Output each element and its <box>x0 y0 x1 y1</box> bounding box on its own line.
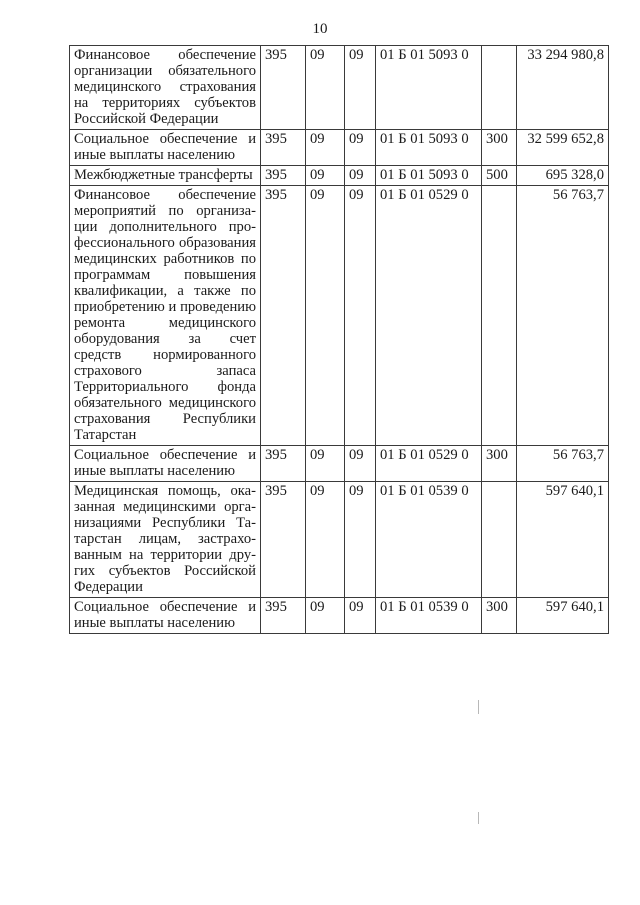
row-section: 09 <box>306 166 345 186</box>
row-expense-type: 300 <box>482 446 517 482</box>
row-target-code: 01 Б 01 5093 0 <box>376 166 482 186</box>
row-name: Социальное обеспечение и иные выплаты населению <box>70 130 261 166</box>
row-subsection: 09 <box>345 482 376 598</box>
scan-speck <box>478 700 479 714</box>
row-subsection: 09 <box>345 166 376 186</box>
table-body <box>70 46 609 634</box>
row-expense-type <box>482 482 517 598</box>
row-subsection: 09 <box>345 130 376 166</box>
row-name: Межбюджетные трансферты <box>70 166 261 186</box>
row-code: 395 <box>261 598 306 634</box>
row-target-code: 01 Б 01 0529 0 <box>376 186 482 446</box>
row-code: 395 <box>261 446 306 482</box>
row-target-code: 01 Б 01 0539 0 <box>376 598 482 634</box>
row-subsection: 09 <box>345 46 376 130</box>
row-name: Финансовое обеспечение мероприятий по организации дополнительного профессионального образования медицинских работников по программам повышения квалификации, а также по приобретению и проведению ремонта медицинского оборудования за счет средств нормированного страхового запаса Территориального фонда обязательного медицинского страхования Республики Татарстан <box>70 186 261 446</box>
row-target-code: 01 Б 01 5093 0 <box>376 130 482 166</box>
row-target-code: 01 Б 01 0539 0 <box>376 482 482 598</box>
row-name: Медицинская помощь, оказанная медицинскими организациями Республики Татарстан лицам, застрахованным на территории других субъектов Российской Федерации <box>70 482 261 598</box>
table-row <box>70 482 609 598</box>
table-row <box>70 186 609 446</box>
page-number: 10 <box>312 21 328 37</box>
table-row <box>70 598 609 634</box>
table-row <box>70 446 609 482</box>
row-target-code: 01 Б 01 0529 0 <box>376 446 482 482</box>
row-amount: 56 763,7 <box>517 186 609 446</box>
row-section: 09 <box>306 130 345 166</box>
row-code: 395 <box>261 186 306 446</box>
row-expense-type: 300 <box>482 130 517 166</box>
row-subsection: 09 <box>345 446 376 482</box>
scan-speck <box>478 812 479 824</box>
row-amount: 597 640,1 <box>517 482 609 598</box>
row-subsection: 09 <box>345 186 376 446</box>
row-name: Социальное обеспечение и иные выплаты населению <box>70 598 261 634</box>
row-section: 09 <box>306 186 345 446</box>
row-code: 395 <box>261 482 306 598</box>
row-section: 09 <box>306 46 345 130</box>
row-section: 09 <box>306 446 345 482</box>
table-row <box>70 166 609 186</box>
row-name: Финансовое обеспечение организации обязательного медицинского страхования на территориях субъектов Российской Федерации <box>70 46 261 130</box>
row-code: 395 <box>261 166 306 186</box>
row-expense-type <box>482 186 517 446</box>
row-subsection: 09 <box>345 598 376 634</box>
row-amount: 56 763,7 <box>517 446 609 482</box>
row-section: 09 <box>306 482 345 598</box>
row-code: 395 <box>261 46 306 130</box>
row-amount: 695 328,0 <box>517 166 609 186</box>
row-target-code: 01 Б 01 5093 0 <box>376 46 482 130</box>
row-amount: 32 599 652,8 <box>517 130 609 166</box>
row-expense-type: 300 <box>482 598 517 634</box>
table-row <box>70 46 609 130</box>
row-name: Социальное обеспечение и иные выплаты населению <box>70 446 261 482</box>
row-expense-type: 500 <box>482 166 517 186</box>
budget-table <box>69 45 609 634</box>
row-code: 395 <box>261 130 306 166</box>
table-row <box>70 130 609 166</box>
row-expense-type <box>482 46 517 130</box>
row-section: 09 <box>306 598 345 634</box>
row-amount: 597 640,1 <box>517 598 609 634</box>
row-amount: 33 294 980,8 <box>517 46 609 130</box>
